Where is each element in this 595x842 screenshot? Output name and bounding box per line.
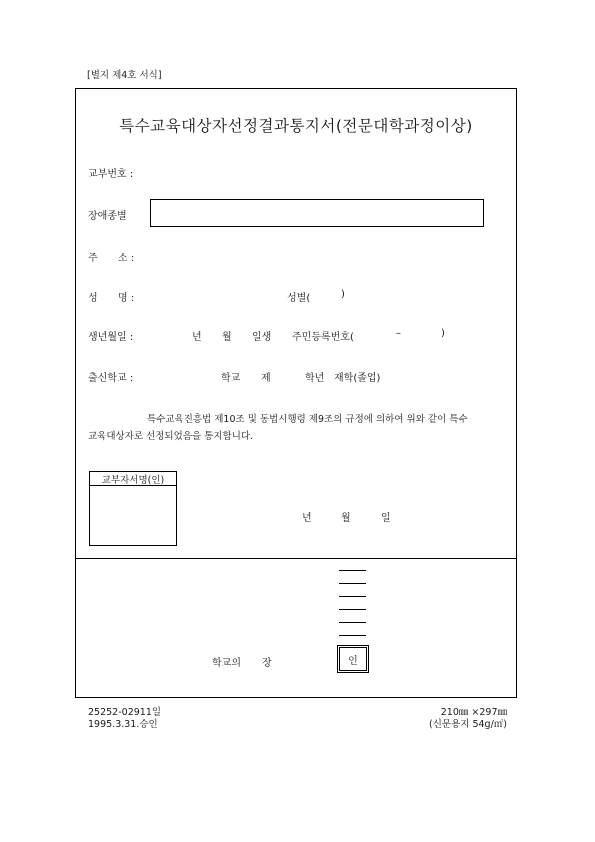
approval-line-5 bbox=[339, 622, 366, 623]
birth-label: 생년월일 : bbox=[88, 332, 134, 343]
school-word: 학교 bbox=[221, 373, 241, 384]
resident-no-label: 주민등록번호( bbox=[292, 332, 354, 343]
approval-line-2 bbox=[339, 583, 366, 584]
school-label: 출신학교 : bbox=[88, 373, 134, 384]
approval-line-6 bbox=[339, 635, 366, 636]
gender-label: 성별( bbox=[287, 293, 311, 304]
form-tag: [별지 제4호 서식] bbox=[87, 70, 162, 81]
resident-dash: – bbox=[396, 328, 401, 339]
form-code: 25252-02911일 bbox=[88, 707, 162, 718]
principal-label-b: 장 bbox=[262, 658, 272, 669]
notice-line-2: 교육대상자로 선정되었음을 통지합니다. bbox=[88, 431, 254, 442]
birth-day: 일생 bbox=[252, 332, 272, 343]
date-day: 일 bbox=[381, 513, 391, 524]
grade-prefix: 제 bbox=[261, 373, 271, 384]
seal-text: 인 bbox=[348, 655, 358, 667]
name-label-b: 명 : bbox=[118, 293, 135, 304]
approval-line-3 bbox=[339, 596, 366, 597]
grade-suffix: 학년 bbox=[305, 373, 325, 384]
principal-label-a: 학교의 bbox=[212, 658, 241, 669]
date-year: 년 bbox=[302, 513, 312, 524]
name-label-a: 성 bbox=[88, 293, 98, 304]
birth-year: 년 bbox=[192, 332, 202, 343]
section-divider bbox=[75, 558, 517, 559]
form-title: 특수교육대상자선정결과통지서(전문대학과정이상) bbox=[119, 117, 473, 135]
issue-no-label: 교부번호 : bbox=[88, 169, 134, 180]
principal-seal-box bbox=[339, 647, 367, 671]
approval-line-4 bbox=[339, 609, 366, 610]
notice-line-1: 특수교육진흥법 제10조 및 동법시행령 제9조의 규정에 의하여 위와 같이 특수 bbox=[147, 414, 468, 425]
gender-close: ) bbox=[341, 289, 345, 300]
issuer-signature-label: 교부자서명(인) bbox=[101, 475, 165, 486]
address-label-a: 주 bbox=[88, 253, 98, 264]
approval-line-1 bbox=[339, 570, 366, 571]
paper-size: 210㎜ ×297㎜ bbox=[440, 707, 507, 718]
disability-type-label: 장애종별 bbox=[88, 211, 127, 222]
enrollment-status: 재학(졸업) bbox=[334, 373, 381, 384]
address-label-b: 소 : bbox=[118, 253, 135, 264]
approval-date: 1995.3.31.승인 bbox=[88, 719, 158, 730]
disability-type-field[interactable] bbox=[150, 199, 484, 227]
form-frame bbox=[75, 88, 517, 698]
birth-month: 월 bbox=[222, 332, 232, 343]
resident-close: ) bbox=[441, 328, 445, 339]
paper-type: (신문용지 54g/㎡) bbox=[429, 719, 507, 730]
date-month: 월 bbox=[341, 513, 351, 524]
